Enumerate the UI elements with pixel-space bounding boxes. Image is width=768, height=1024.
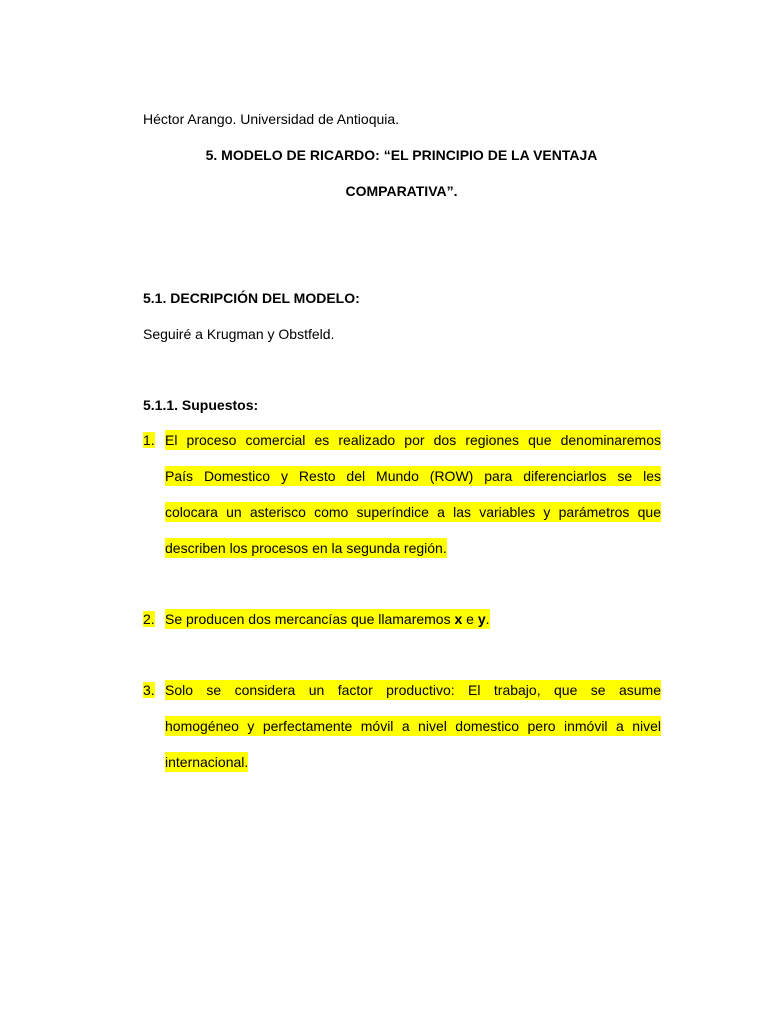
list-item-line: colocara un asterisco como superíndice a las variables y parámetros que [165,504,661,520]
list-item-text [165,601,661,637]
list-item-line: El proceso comercial es realizado por dos regiones que denominaremos [165,432,661,448]
list-item-text [165,422,661,566]
list-item-line: País Domestico y Resto del Mundo (ROW) para diferenciarlos se les [165,468,661,484]
list-item-line: describen los procesos en la segunda región. [165,540,447,556]
variable-x: x [454,611,463,627]
title-line-1: 5. MODELO DE RICARDO: “EL PRINCIPIO DE LA VENTAJA [205,147,598,163]
list-item-number: 1. [143,432,155,448]
title-line-2: COMPARATIVA”. [345,183,458,199]
conjunction: e [462,611,478,627]
list-item-line: Se producen dos mercancías que llamaremos [165,611,455,627]
period: . [485,611,490,627]
list-item-line: internacional. [165,754,249,770]
list-item-line: Solo se considera un factor productivo: El trabajo, que se asume [165,682,661,698]
list-item-3 [143,672,661,780]
author-line: Héctor Arango. Universidad de Antioquia. [143,111,400,127]
section-text: Seguiré a Krugman y Obstfeld. [143,326,335,342]
list-item-number: 2. [143,611,155,627]
list-item-text [165,672,661,780]
list-item-number: 3. [143,682,155,698]
list-item-2 [143,601,661,637]
variable-y: y [477,611,486,627]
subsection-heading: 5.1.1. Supuestos: [143,397,259,413]
list-item-1 [143,422,661,566]
section-heading: 5.1. DECRIPCIÓN DEL MODELO: [143,290,360,306]
list-item-line: homogéneo y perfectamente móvil a nivel domestico pero inmóvil a nivel [165,718,661,734]
